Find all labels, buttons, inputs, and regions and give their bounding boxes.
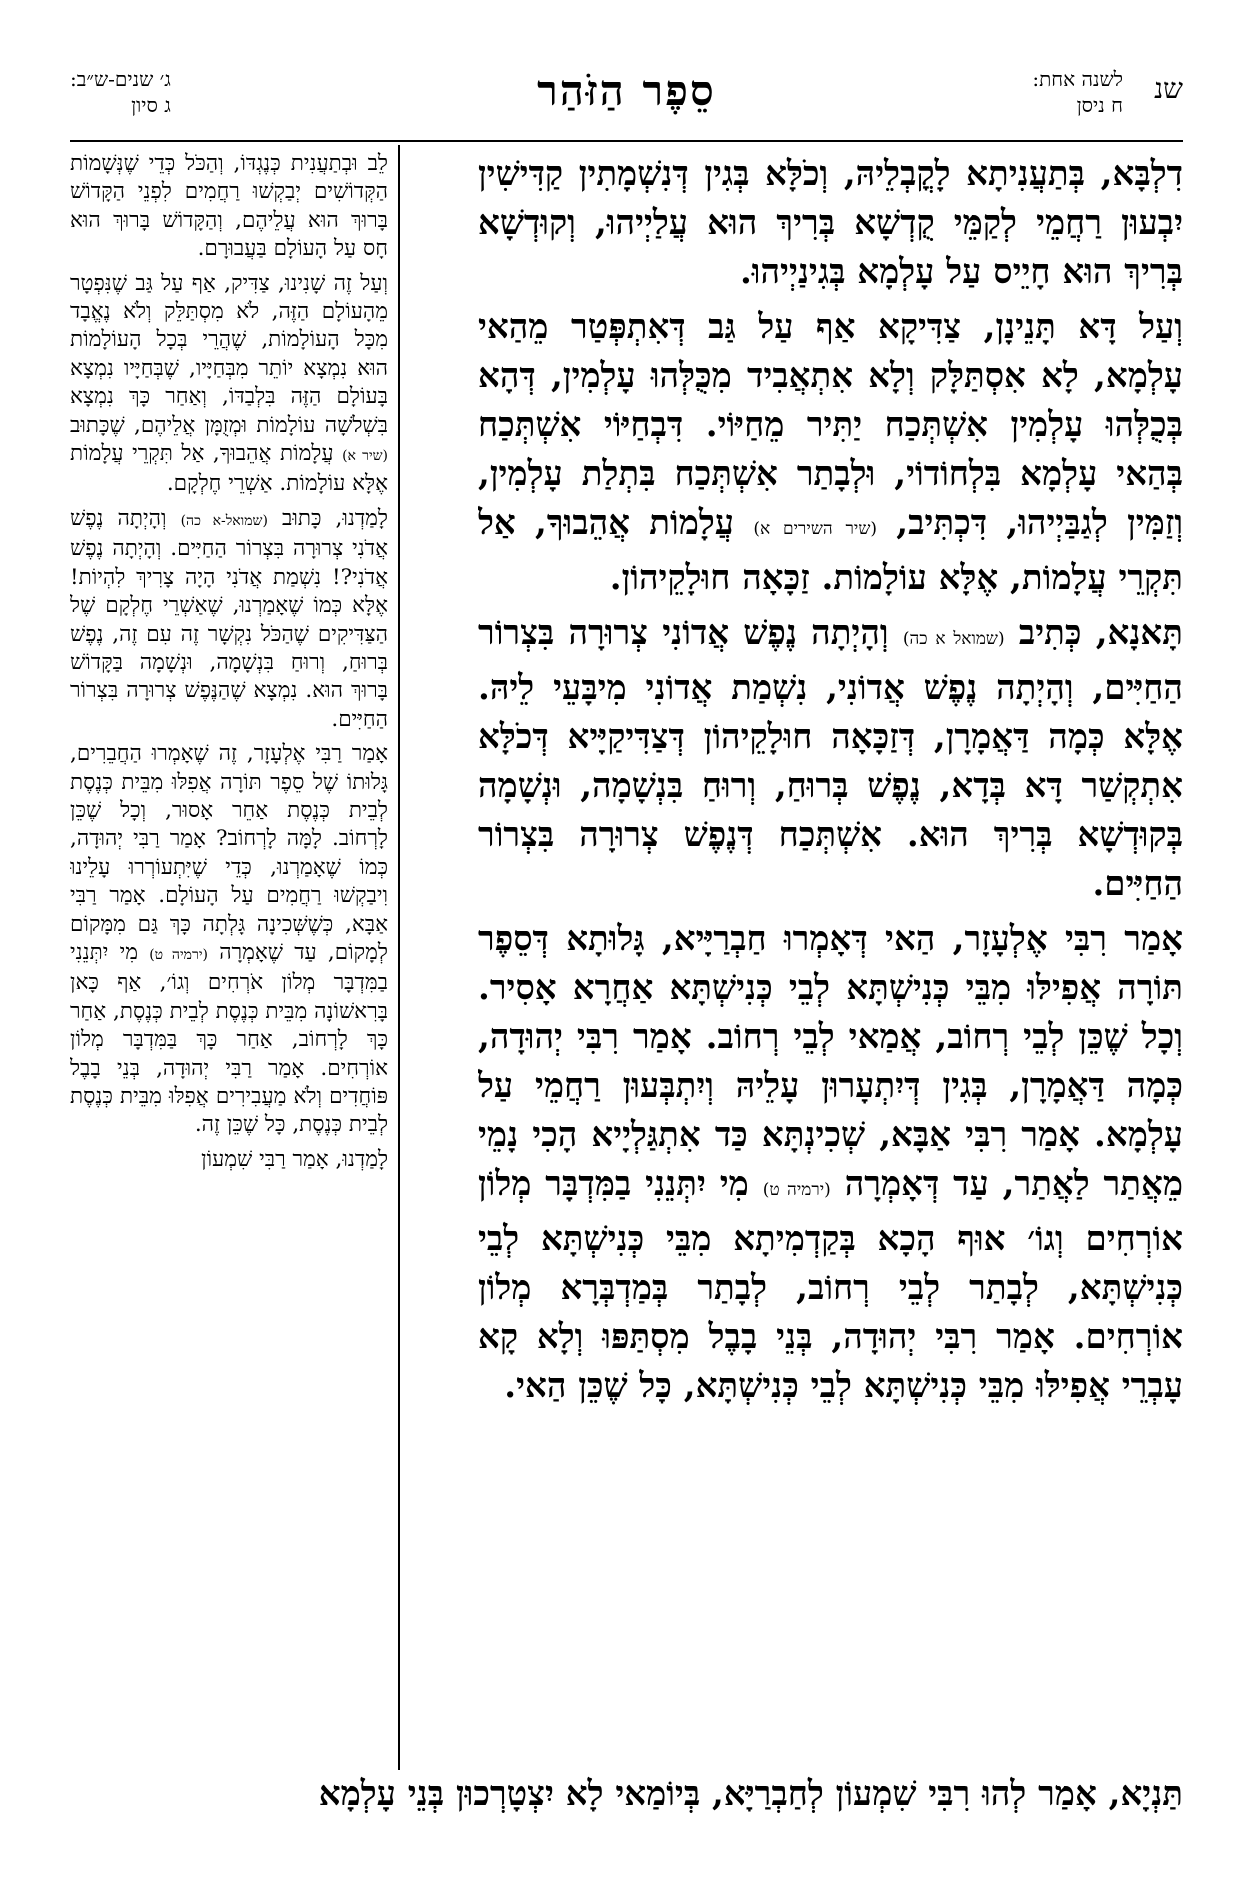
page-number: שנ [1154, 72, 1183, 105]
side-p2-reference: (שיר א) [342, 448, 388, 465]
main-column-aramaic [478, 150, 1183, 1765]
page-title: סֵפֶר הַזֹּהַר [537, 66, 716, 115]
column-divider [398, 145, 400, 1770]
main-p2-text-b: עֲלָמוֹת אֲהֵבוּךָ, אַל תִּקְרֵי עֲלָמוֹת, אֶלָּא עוֹלָמוֹת. זַכָּאָה חוּלָקֵיהוֹן. [478, 503, 1183, 598]
side-paragraph-3 [70, 505, 388, 734]
main-p4-text: אָמַר רִבִּי אֶלְעָזָר, הַאי דְּאָמְרוּ חַבְרַיָּיא, גָּלוּתָא דְּסֵפֶר תּוֹרָה אֲפִילּוּ מִבֵּי כְּנִישְׁתָּא לְבֵי כְּנִישְׁתָּא אַחֲרָא אָסִיר. וְכָל שֶׁכֵּן לְבֵי רְחוֹב, אֲמַאי לְבֵי רְחוֹב. אָמַר רִבִּי יְהוּדָה, כְּמָה דַּאֲמָרָן, בְּגִין דְּיִתְעָרוּן עָלֵיהּ וְיִתְבְּעוּן רַחֲמֵי עַל עָלְמָא. אָמַר רִבִּי אַבָּא, שְׁכִינְתָּא כַּד אִתְגַּלְיָיא הָכִי נָמֵי מֵאֲתַר לַאֲתַר, עַד דְּאָמְרָה [478, 919, 1183, 1204]
side-p3-text: לָמַדְנוּ, כָּתוּב [281, 505, 388, 531]
header-right-line1: לשנה אחת: [1032, 67, 1123, 91]
bottom-full-width-line: תַּנְיָא, אָמַר לְהוּ רִבִּי שִׁמְעוֹן לְחַבְרַיָּא, בְּיוֹמַאי לָא יִצְטָרְכוּן בְּנֵי עָלְמָא [318, 1774, 1183, 1814]
page-header [70, 66, 1183, 136]
header-left-line2: ג סיון [131, 93, 171, 117]
main-p3-text: תָּאנָא, כְּתִיב [1018, 613, 1183, 653]
side-paragraph-1: לֵב וּבְתַעֲנִית כְּנֶגְדּוֹ, וְהַכֹּל כְּדֵי שֶׁנְּשָׁמוֹת הַקְּדוֹשִׁים יְבַקְשׁוּ רַחֲמִים לִפְנֵי הַקָּדוֹשׁ בָּרוּךְ הוּא עֲלֵיהֶם, וְהַקָּדוֹשׁ בָּרוּךְ הוּא חָס עַל הָעוֹלָם בַּעֲבוּרָם. [70, 151, 388, 262]
main-paragraph-3 [478, 609, 1183, 909]
main-p2-reference: (שיר השירים א) [753, 519, 877, 539]
main-paragraph-1: דִלְבָּא, בְּתַעֲנִיתָא לָקֳבְלֵיהּ, וְכֹלָּא בְּגִין דְּנִשְׁמָתִין קַדִּישִׁין יִבְעוּן רַחֲמֵי לְקַמֵּי קֻדְשָׁא בְּרִיךְ הוּא עֲלַיְיהוּ, וְקוּדְשָׁא בְּרִיךְ הוּא חָיֵיס עַל עָלְמָא בְּגִינַיְיהוּ. [478, 154, 1183, 292]
side-p3-reference: (שמואל-א כה) [180, 512, 268, 529]
side-paragraph-2 [70, 270, 388, 499]
side-paragraph-4 [70, 740, 388, 1140]
side-column-hebrew [70, 150, 388, 1765]
side-p4-text: אָמַר רַבִּי אֶלְעָזָר, זֶה שֶׁאָמְרוּ הַחֲבֵרִים, גָּלוּתוֹ שֶׁל סֵפֶר תּוֹרָה אֲפִלּוּ מִבֵּית כְּנֶסֶת לְבֵית כְּנֶסֶת אַחֵר אָסוּר, וְכָל שֶׁכֵּן לָרְחוֹב. לָמָּה לָרְחוֹב? אָמַר רַבִּי יְהוּדָה, כְּמוֹ שֶׁאָמַרְנוּ, כְּדֵי שֶׁיִּתְעוֹרְרוּ עָלֵינוּ וִיבַקְשׁוּ רַחֲמִים עַל הָעוֹלָם. אָמַר רַבִּי אַבָּא, כְּשֶׁשְּׁכִינָה גָּלְתָה כָּךְ גַּם מִמָּקוֹם לְמָקוֹם, עַד שֶׁאָמְרָה [70, 741, 388, 965]
main-p4-text-b: מִי יִתְּנֵנִי בַמִּדְבָּר מְלוֹן אוֹרְחִים וְגוֹ׳ אוּף הָכָא בְּקַדְמִיתָא מִבֵּי כְּנִישְׁתָּא לְבֵי כְּנִישְׁתָּא, לְבָתַר לְבֵי רְחוֹב, לְבָתַר בְּמַדְבְּרָא מְלוֹן אוֹרְחִים. אָמַר רִבִּי יְהוּדָה, בְּנֵי בָבֶל מִסְתַּפּוּ וְלָא קָא עָבְרֵי אֲפִילּוּ מִבֵּי כְּנִישְׁתָּא לְבֵי כְּנִישְׁתָּא, כָּל שֶׁכֵּן הַאי. [478, 1164, 1183, 1406]
main-p3-reference: (שמואל א כה) [902, 629, 1005, 649]
main-p4-reference: (ירמיה ט) [762, 1180, 831, 1200]
header-right-line2: ח ניסן [1076, 93, 1123, 117]
main-paragraph-4 [478, 915, 1183, 1411]
side-p2-text: וְעַל זֶה שָׁנִינוּ, צַדִּיק, אַף עַל גַּב שֶׁנִּפְטָר מֵהָעוֹלָם הַזֶּה, לֹא מִסְתַּלֵּק וְלֹא נֶאֱבָד מִכָּל הָעוֹלָמוֹת, שֶׁהֲרֵי בְּכָל הָעוֹלָמוֹת הוּא נִמְצָא יוֹתֵר מִבְּחַיָּיו, שֶׁבְּחַיָּיו נִמְצָא בָּעוֹלָם הַזֶּה בִּלְבַדּוֹ, וְאַחַר כָּךְ נִמְצָא בִּשְׁלֹשָׁה עוֹלָמוֹת וּמְזֻמָּן אֲלֵיהֶם, שֶׁכָּתוּב [70, 270, 388, 438]
main-paragraph-2 [478, 303, 1183, 603]
side-p2-text-b: עֲלָמוֹת אֲהֵבוּךָ, אַל תִּקְרֵי עֲלָמוֹת אֶלָּא עוֹלָמוֹת. אַשְׁרֵי חֶלְקָם. [70, 441, 388, 497]
header-left-info [70, 66, 171, 118]
side-p4-reference: (ירמיה ט) [149, 946, 208, 963]
header-left-line1: ג׳ שנים-ש״ב: [70, 67, 171, 91]
main-p2-text: וְעַל דָּא תָּנֵינָן, צַדִּיקָא אַף עַל גַּב דְּאִתְפְּטַר מֵהַאי עָלְמָא, לָא אִסְתַּלָּק וְלָא אִתְאֲבִיד מִכֻּלְּהוּ עָלְמִין, דְּהָא בְּכֻלְּהוּ עָלְמִין אִשְׁתְּכַח יַתִּיר מֵחַיּוֹי. דִּבְחַיּוֹי אִשְׁתְּכַח בְּהַאי עָלְמָא בִּלְחוֹדוֹי, וּלְבָתַר אִשְׁתְּכַח בִּתְלַת עָלְמִין, וְזַמִּין לְגַבַּיְיהוּ, דִּכְתִּיב, [478, 307, 1183, 543]
header-rule [70, 140, 1183, 142]
main-p3-text-b: וְהָיְתָה נֶפֶשׁ אֲדוֹנִי צְרוּרָה בִּצְרוֹר הַחַיִּים, וְהָיְתָה נֶפֶשׁ אֲדוֹנִי, נִשְׁמַת אֲדוֹנִי מִיבָּעֵי לֵיהּ. אֶלָּא כְּמָה דַּאֲמָרָן, דְּזַכָּאָה חוּלָקֵיהוֹן דְּצַדִּיקַיָּיא דְּכֹלָּא אִתְקְשַׁר דָּא בְּדָא, נֶפֶשׁ בְּרוּחַ, וְרוּחַ בִּנְשָׁמָה, וּנְשָׁמָה בְּקוּדְשָׁא בְּרִיךְ הוּא. אִשְׁתְּכַח דְּנֶפֶשׁ צְרוּרָה בִּצְרוֹר הַחַיִּים. [478, 613, 1183, 904]
side-p3-text-b: וְהָיְתָה נֶפֶשׁ אֲדֹנִי צְרוּרָה בִּצְרוֹר הַחַיִּים. וְהָיְתָה נֶפֶשׁ אֲדֹנִי?! נִשְׁמַת אֲדֹנִי הָיָה צָרִיךְ לִהְיוֹת! אֶלָּא כְּמוֹ שֶׁאָמַרְנוּ, שֶׁאַשְׁרֵי חֶלְקָם שֶׁל הַצַּדִּיקִים שֶׁהַכֹּל נִקְשָׁר זֶה עִם זֶה, נֶפֶשׁ בְּרוּחַ, וְרוּחַ בִּנְשָׁמָה, וּנְשָׁמָה בַּקָּדוֹשׁ בָּרוּךְ הוּא. נִמְצָא שֶׁהַנֶּפֶשׁ צְרוּרָה בִּצְרוֹר הַחַיִּים. [70, 505, 388, 732]
side-p4-text-b: מִי יִתְּנֵנִי בַמִּדְבָּר מְלוֹן אֹרְחִים וְגוֹ׳, אַף כָּאן בָּרִאשׁוֹנָה מִבֵּית כְּנֶסֶת לְבֵית כְּנֶסֶת, אַחַר כָּךְ לָרְחוֹב, אַחַר כָּךְ בַּמִּדְבָּר מְלוֹן אוֹרְחִים. אָמַר רַבִּי יְהוּדָה, בְּנֵי בָבֶל פּוֹחֲדִים וְלֹא מַעֲבִירִים אֲפִלּוּ מִבֵּית כְּנֶסֶת לְבֵית כְּנֶסֶת, כָּל שֶׁכֵּן זֶה. [70, 939, 388, 1138]
side-paragraph-5: לָמַדְנוּ, אָמַר רַבִּי שִׁמְעוֹן [201, 1146, 388, 1172]
